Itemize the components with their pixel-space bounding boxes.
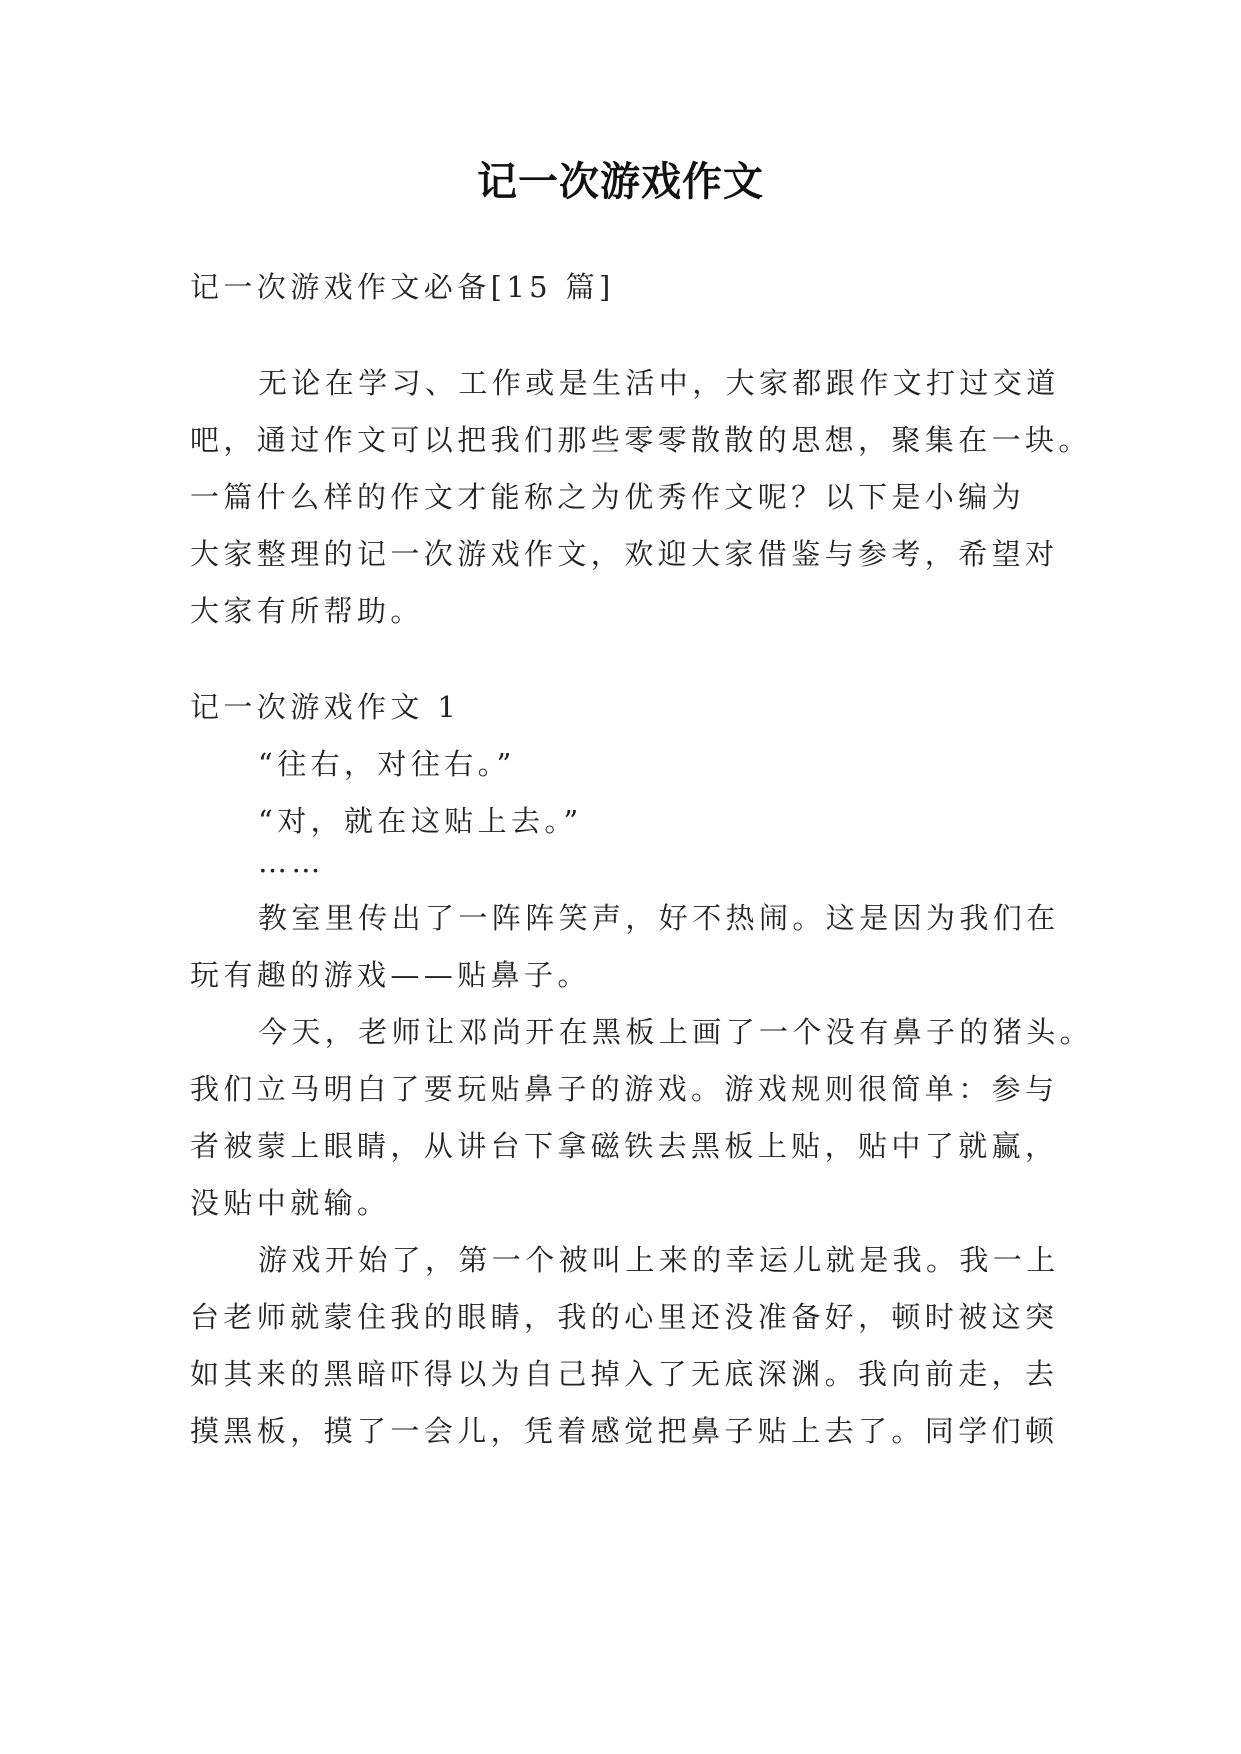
paragraph-line: 台老师就蒙住我的眼睛，我的心里还没准备好，顿时被这突 bbox=[190, 1300, 1059, 1334]
intro-line: 大家有所帮助。 bbox=[190, 594, 424, 628]
paragraph-line: 没贴中就输。 bbox=[190, 1186, 391, 1220]
intro-line: 一篇什么样的作文才能称之为优秀作文呢？以下是小编为 bbox=[190, 480, 1026, 514]
paragraph-line: 者被蒙上眼睛，从讲台下拿磁铁去黑板上贴，贴中了就赢， bbox=[190, 1129, 1059, 1163]
paragraph-line: 游戏开始了，第一个被叫上来的幸运儿就是我。我一上 bbox=[258, 1243, 1060, 1277]
intro-line: 吧，通过作文可以把我们那些零零散散的思想，聚集在一块。 bbox=[190, 423, 1092, 457]
dialogue-line: “往右，对往右。” bbox=[258, 747, 516, 781]
intro-line: 无论在学习、工作或是生活中，大家都跟作文打过交道 bbox=[258, 366, 1060, 400]
document-title: 记一次游戏作文 bbox=[477, 158, 764, 205]
paragraph-line: 摸黑板，摸了一会儿，凭着感觉把鼻子贴上去了。同学们顿 bbox=[190, 1414, 1059, 1448]
paragraph-line: 我们立马明白了要玩贴鼻子的游戏。游戏规则很简单：参与 bbox=[190, 1072, 1059, 1106]
dialogue-line: “对，就在这贴上去。” bbox=[258, 804, 583, 838]
paragraph-line: 玩有趣的游戏——贴鼻子。 bbox=[190, 958, 591, 992]
intro-line: 大家整理的记一次游戏作文，欢迎大家借鉴与参考，希望对 bbox=[190, 537, 1059, 571]
document-subtitle: 记一次游戏作文必备[15 篇] bbox=[190, 270, 615, 304]
paragraph-line: 如其来的黑暗吓得以为自己掉入了无底深渊。我向前走，去 bbox=[190, 1357, 1059, 1391]
section-heading: 记一次游戏作文 1 bbox=[190, 690, 461, 724]
paragraph-line: 今天，老师让邓尚开在黑板上画了一个没有鼻子的猪头。 bbox=[258, 1015, 1094, 1049]
ellipsis-line: …… bbox=[258, 845, 325, 879]
paragraph-line: 教室里传出了一阵阵笑声，好不热闹。这是因为我们在 bbox=[258, 901, 1060, 935]
